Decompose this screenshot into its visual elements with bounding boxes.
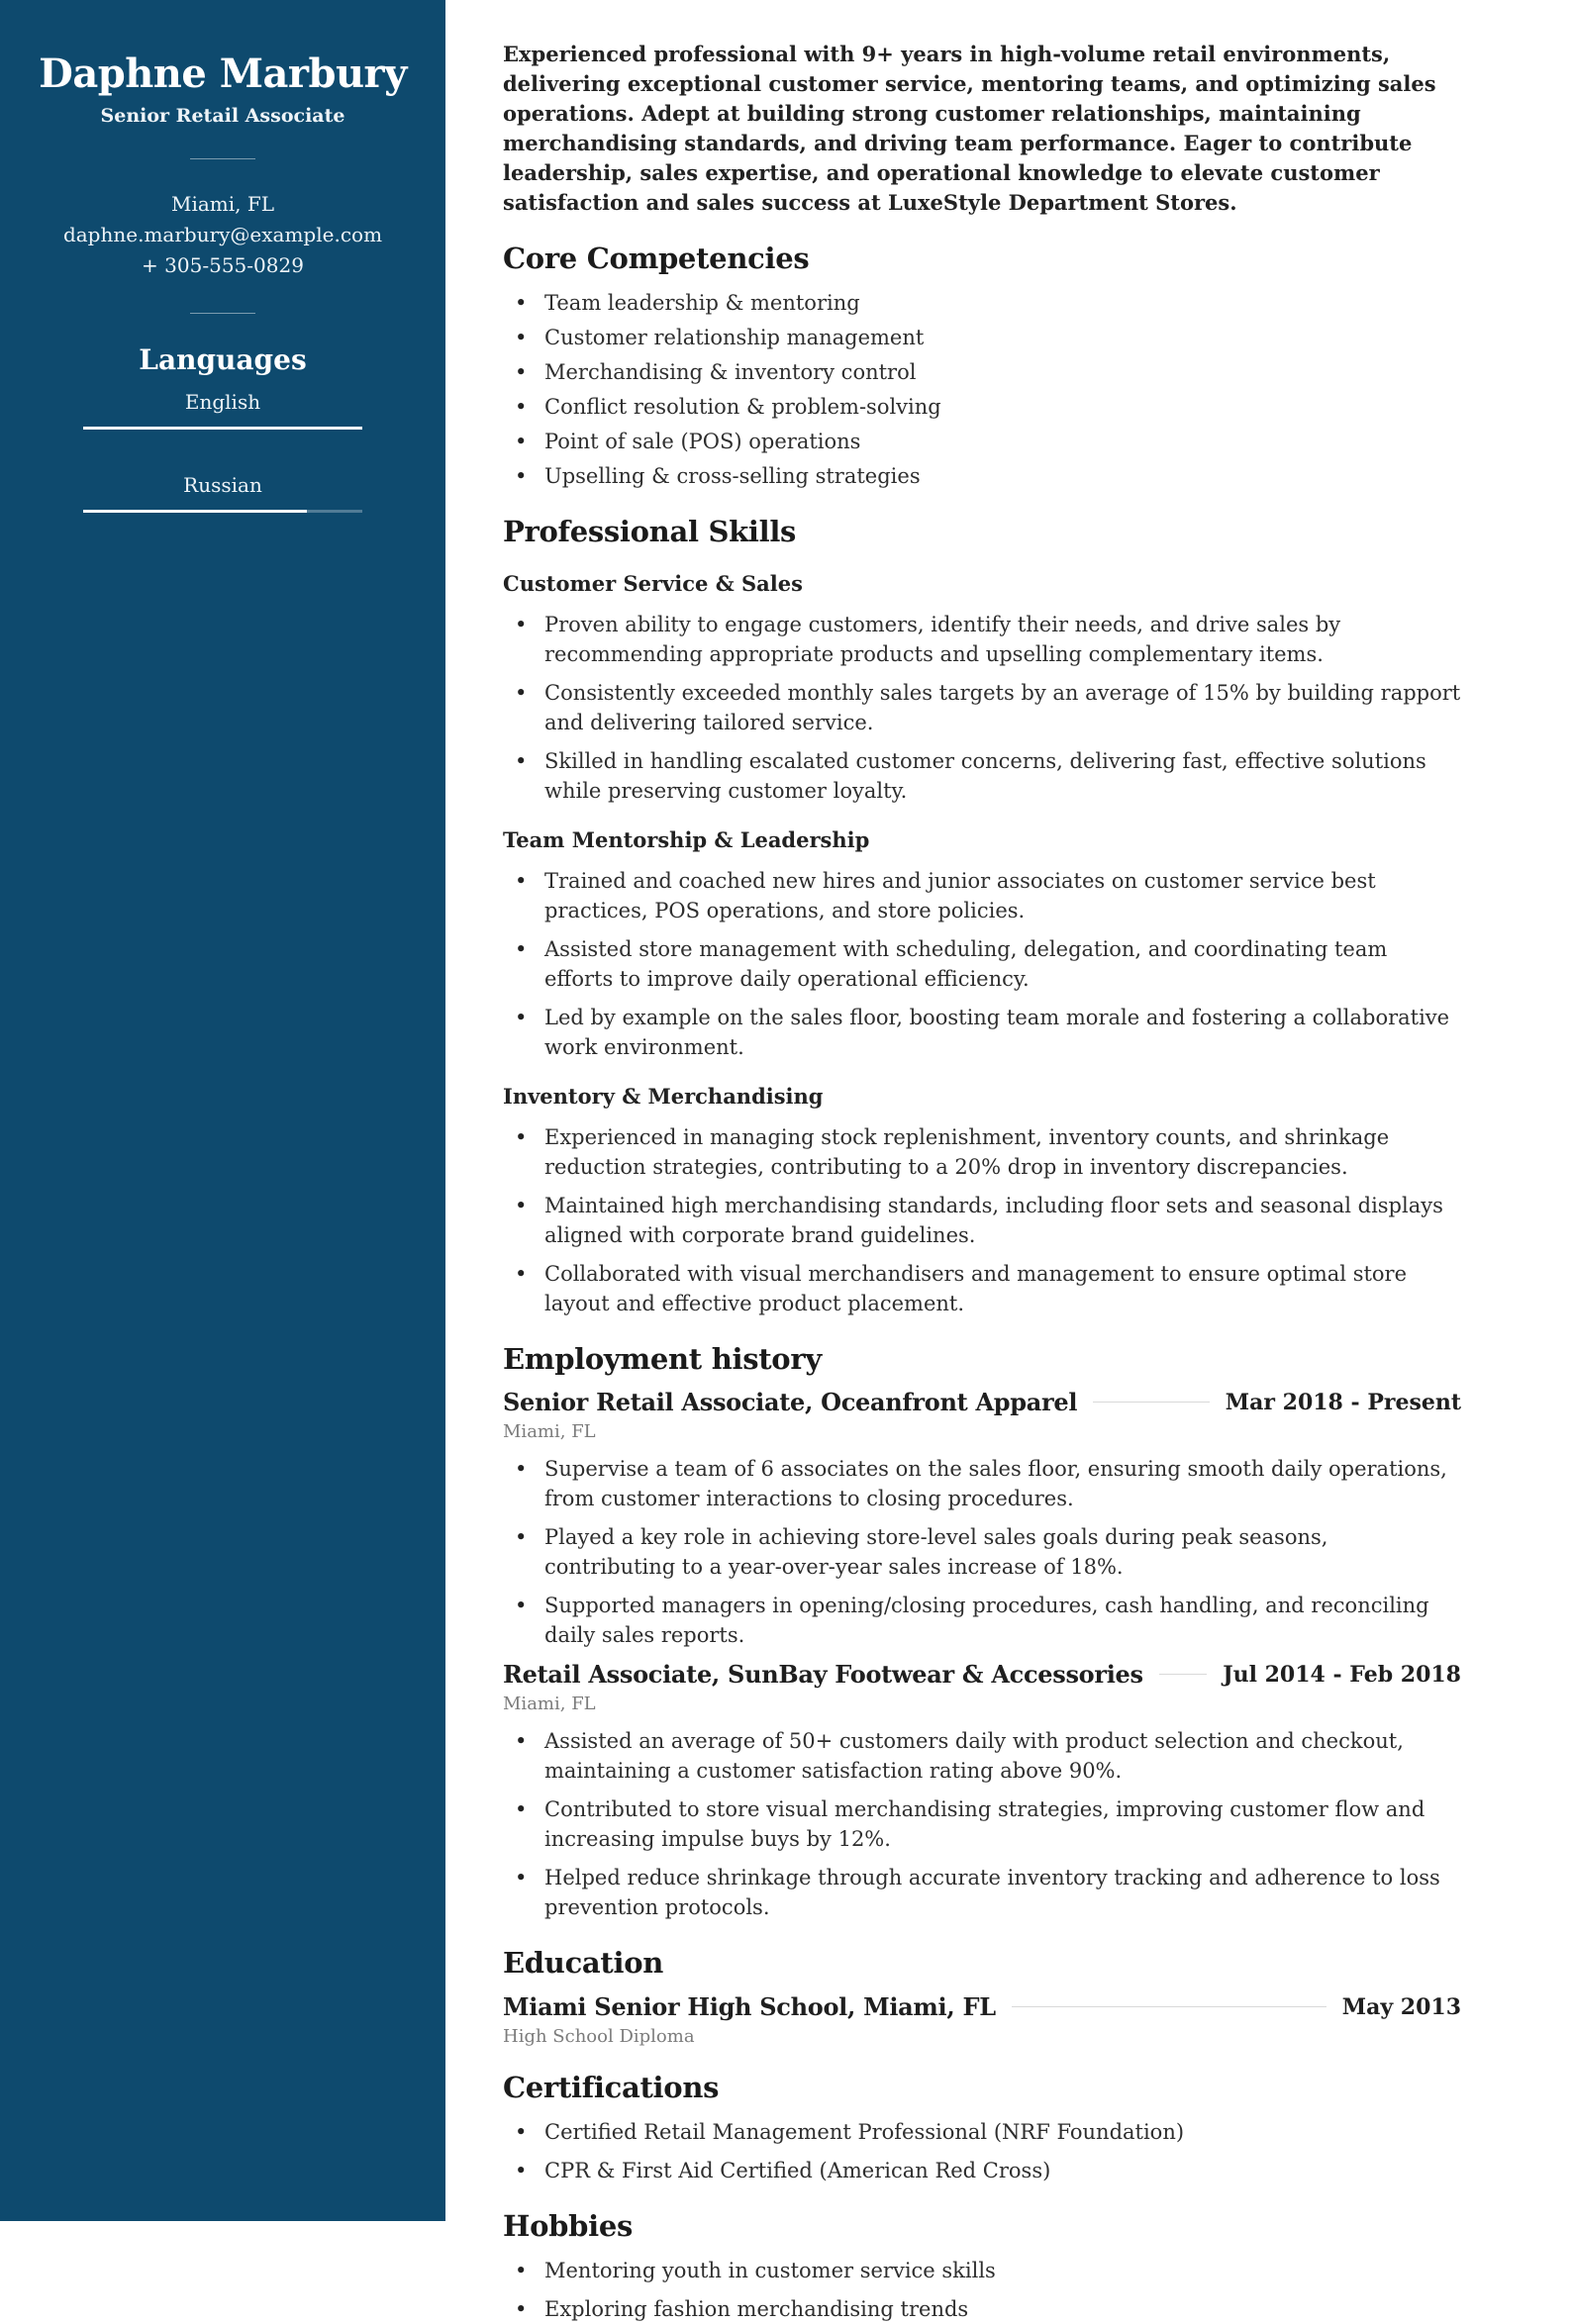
section-employment-history [503, 1342, 1461, 1923]
list-item: • Assisted an average of 50+ customers daily with product selection and checkout, maintaining a customer satisfaction rating above 90%. [503, 1726, 1461, 1786]
list-item: • Upselling & cross-selling strategies [503, 461, 1461, 491]
candidate-name: Daphne Marbury [39, 50, 407, 97]
list-item: • Mentoring youth in customer service skills [503, 2256, 1461, 2285]
job-location: Miami, FL [503, 1694, 596, 1715]
education-entry [503, 1992, 1461, 2047]
job-location: Miami, FL [503, 1421, 596, 1443]
skill-group-subheading: Customer Service & Sales [503, 570, 803, 596]
list-item: • Proven ability to engage customers, identify their needs, and drive sales by recommending appropriate products and upselling complementary items. [503, 610, 1461, 669]
skill-group [503, 1084, 1461, 1318]
core-competencies-heading: Core Competencies [503, 242, 810, 275]
list-item: • Certified Retail Management Professional (NRF Foundation) [503, 2117, 1461, 2147]
languages-heading: Languages [139, 343, 307, 376]
job-title: Senior Retail Associate, Oceanfront Apparel [503, 1388, 1078, 1417]
language-level-fill [83, 510, 307, 513]
section-professional-skills [503, 515, 1461, 1318]
job-header [503, 1388, 1461, 1416]
skill-group-list [503, 1122, 1461, 1318]
header-rule [1093, 1402, 1210, 1403]
education-dates: May 2013 [1341, 1993, 1461, 2020]
job-dates: Jul 2014 - Feb 2018 [1223, 1661, 1461, 1688]
candidate-title: Senior Retail Associate [100, 105, 345, 127]
certifications-heading: Certifications [503, 2071, 720, 2105]
employment-heading: Employment history [503, 1341, 822, 1376]
core-competencies-list [503, 288, 1461, 491]
section-hobbies [503, 2209, 1461, 2324]
list-item: • Point of sale (POS) operations [503, 427, 1461, 456]
language-name: Russian [183, 473, 262, 497]
skill-group [503, 571, 1461, 806]
language-name: English [184, 390, 261, 414]
list-item: • CPR & First Aid Certified (American Red Cross) [503, 2156, 1461, 2185]
list-item: • Experienced in managing stock replenishment, inventory counts, and shrinkage reduction strategies, contributing to a 20% drop in inventory discrepancies. [503, 1122, 1461, 1182]
hobbies-heading: Hobbies [503, 2208, 633, 2243]
language-level-bar [83, 510, 362, 513]
list-item: • Contributed to store visual merchandising strategies, improving customer flow and increasing impulse buys by 12%. [503, 1794, 1461, 1854]
education-header [503, 1992, 1461, 2021]
job-entry [503, 1660, 1461, 1922]
job-entry [503, 1388, 1461, 1650]
language-level-bar [83, 427, 362, 430]
list-item: • Supported managers in opening/closing procedures, cash handling, and reconciling daily sales reports. [503, 1591, 1461, 1650]
list-item: • Merchandising & inventory control [503, 357, 1461, 387]
job-header [503, 1660, 1461, 1689]
sidebar-divider [190, 313, 255, 314]
section-education [503, 1946, 1461, 2047]
list-item: • Played a key role in achieving store-level sales goals during peak seasons, contributing to a year-over-year sales increase of 18%. [503, 1522, 1461, 1582]
list-item: • Collaborated with visual merchandisers and management to ensure optimal store layout and effective product placement. [503, 1259, 1461, 1318]
skill-group-list [503, 866, 1461, 1062]
sidebar [0, 0, 445, 2221]
section-core-competencies [503, 242, 1461, 491]
contact-email: daphne.marbury@example.com [62, 223, 383, 246]
list-item: • Exploring fashion merchandising trends [503, 2294, 1461, 2324]
list-item: • Customer relationship management [503, 323, 1461, 352]
header-rule [1159, 1674, 1207, 1675]
skill-group-subheading: Team Mentorship & Leadership [503, 826, 870, 852]
contact-phone: + 305-555-0829 [142, 253, 304, 277]
skill-group [503, 827, 1461, 1062]
section-certifications [503, 2071, 1461, 2185]
list-item: • Consistently exceeded monthly sales targets by an average of 15% by building rapport and delivering tailored service. [503, 678, 1461, 737]
profile-summary: Experienced professional with 9+ years in high-volume retail environments, delivering exceptional customer service, mentoring teams, and optimizing sales operations. Adept at building strong customer relationships, maintaining merchandising standards, and driving team performance. Eager to contribute leadership, sales expertise, and operational knowledge to elevate customer satisfaction and sales success at LuxeStyle Department Stores. [503, 42, 1436, 215]
list-item: • Skilled in handling escalated customer concerns, delivering fast, effective solutions while preserving customer loyalty. [503, 746, 1461, 806]
list-item: • Maintained high merchandising standards, including floor sets and seasonal displays aligned with corporate brand guidelines. [503, 1191, 1461, 1250]
job-dates: Mar 2018 - Present [1225, 1389, 1461, 1415]
job-bullets [503, 1454, 1461, 1650]
hobbies-list [503, 2256, 1461, 2324]
sidebar-divider [190, 158, 255, 159]
list-item: • Helped reduce shrinkage through accurate inventory tracking and adherence to loss prevention protocols. [503, 1863, 1461, 1922]
main-content [445, 0, 1572, 2321]
job-title: Retail Associate, SunBay Footwear & Accessories [503, 1660, 1143, 1690]
list-item: • Supervise a team of 6 associates on the sales floor, ensuring smooth daily operations, from customer interactions to closing procedures. [503, 1454, 1461, 1513]
list-item: • Conflict resolution & problem-solving [503, 392, 1461, 422]
skill-group-subheading: Inventory & Merchandising [503, 1083, 824, 1109]
certifications-list [503, 2117, 1461, 2185]
language-item [34, 473, 412, 513]
school-name: Miami Senior High School, Miami, FL [503, 1992, 996, 2022]
education-heading: Education [503, 1946, 664, 1981]
skill-group-list [503, 610, 1461, 806]
professional-skills-heading: Professional Skills [503, 514, 797, 548]
list-item: • Team leadership & mentoring [503, 288, 1461, 318]
contact-location: Miami, FL [170, 192, 275, 216]
education-degree: High School Diploma [503, 2026, 695, 2048]
job-bullets [503, 1726, 1461, 1922]
header-rule [1012, 2006, 1326, 2007]
list-item: • Led by example on the sales floor, boosting team morale and fostering a collaborative work environment. [503, 1003, 1461, 1062]
list-item: • Trained and coached new hires and junior associates on customer service best practices, POS operations, and store policies. [503, 866, 1461, 925]
language-item [34, 390, 412, 430]
list-item: • Assisted store management with scheduling, delegation, and coordinating team efforts to improve daily operational efficiency. [503, 934, 1461, 994]
language-level-fill [83, 427, 362, 430]
